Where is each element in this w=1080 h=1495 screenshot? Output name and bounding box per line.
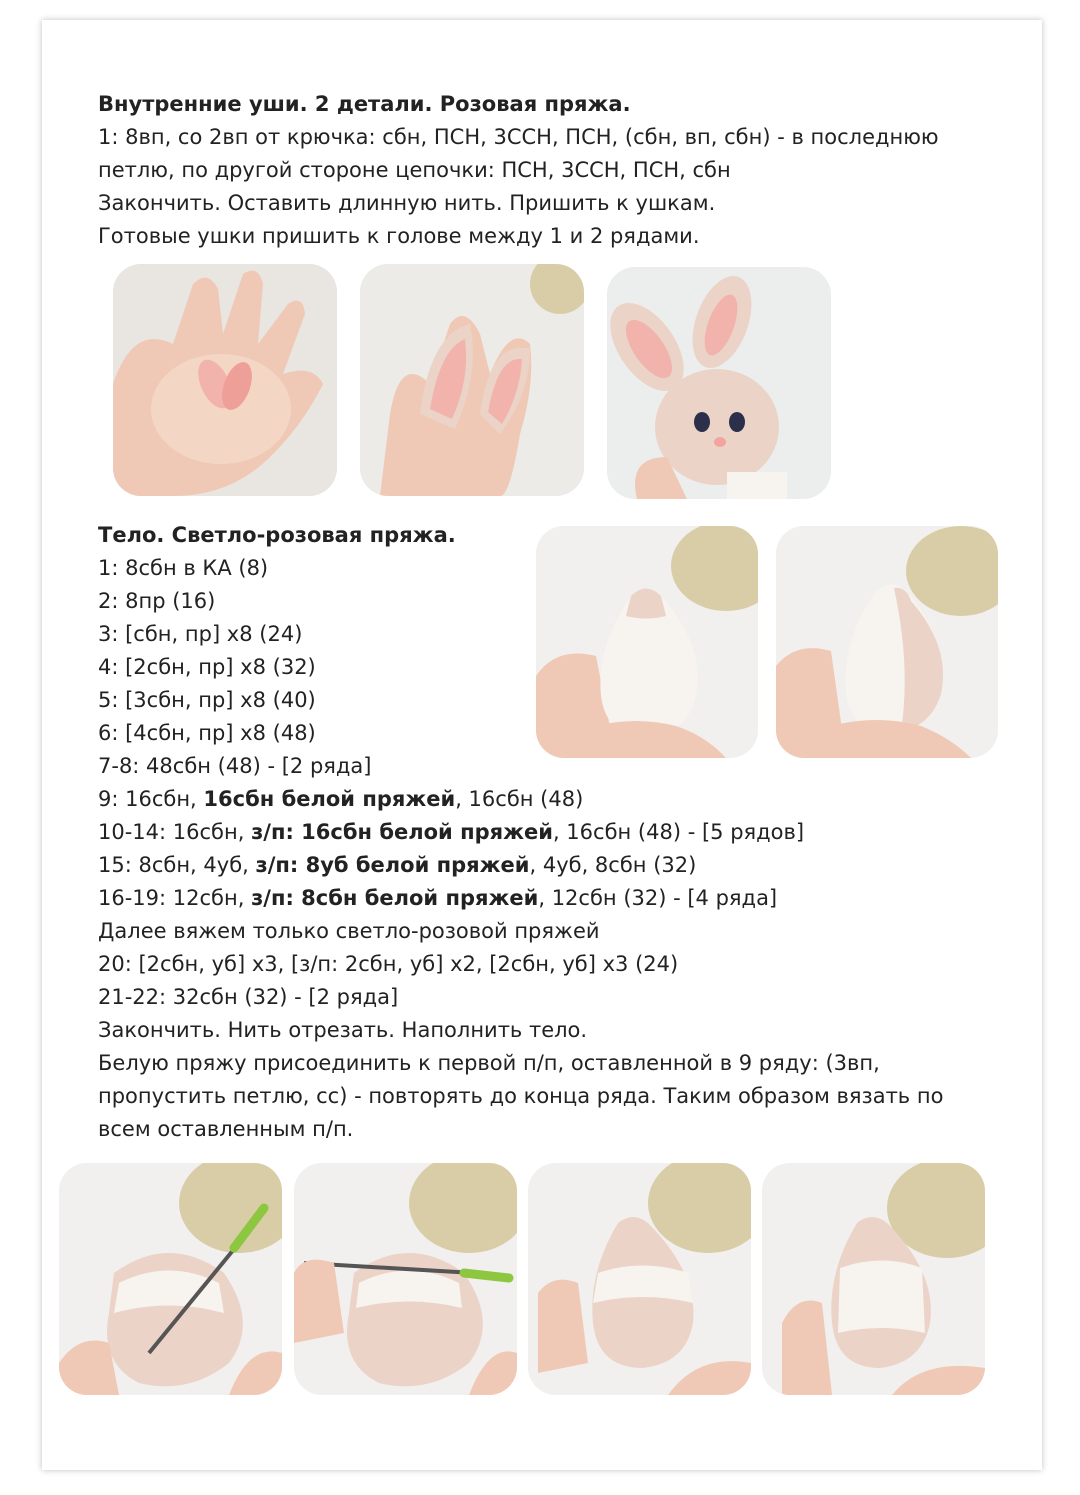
ears-line-3: Закончить. Оставить длинную нить. Пришить к ушкам. [98,191,716,215]
photo-ears-assembled [360,264,584,496]
body-row-15: 15: 8сбн, 4уб, з/п: 8уб белой пряжей, 4уб, 8сбн (32) [98,853,697,877]
body-join-1: Белую пряжу присоединить к первой п/п, оставленной в 9 ряду: (3вп, [98,1051,880,1075]
photo-inner-ears-palm [113,264,337,496]
ears-line-4: Готовые ушки пришить к голове между 1 и 2 рядами. [98,224,700,248]
body-row-21-22: 21-22: 32сбн (32) - [2 ряда] [98,985,399,1009]
body-row-1: 1: 8сбн в КА (8) [98,556,269,580]
photo-body-front [536,526,758,758]
body-row-20: 20: [2сбн, уб] х3, [з/п: 2сбн, уб] х2, [2сбн, уб] х3 (24) [98,952,679,976]
body-row-5: 5: [3сбн, пр] х8 (40) [98,688,316,712]
ears-line-1: 1: 8вп, со 2вп от крючка: сбн, ПСН, 3ССН, ПСН, (сбн, вп, сбн) - в последнюю [98,125,939,149]
photo-body-side [776,526,998,758]
ears-line-2: петлю, по другой стороне цепочки: ПСН, 3ССН, ПСН, сбн [98,158,731,182]
body-join-2: пропустить петлю, сс) - повторять до конца ряда. Таким образом вязать по [98,1084,944,1108]
body-title: Тело. Светло-розовая пряжа. [98,523,456,547]
ears-section [98,88,939,253]
body-row-7-8: 7-8: 48сбн (48) - [2 ряда] [98,754,372,778]
photo-step-finished-ruffles [762,1163,985,1395]
body-row-3: 3: [сбн, пр] х8 (24) [98,622,303,646]
photo-bunny-head [607,267,831,499]
body-row-9: 9: 16сбн, 16сбн белой пряжей, 16сбн (48) [98,787,584,811]
body-row-4: 4: [2сбн, пр] х8 (32) [98,655,316,679]
body-row-16-19: 16-19: 12сбн, з/п: 8сбн белой пряжей, 12сбн (32) - [4 ряда] [98,886,778,910]
body-join-3: всем оставленным п/п. [98,1117,354,1141]
body-note: Далее вяжем только светло-розовой пряжей [98,919,600,943]
photo-step-chains [528,1163,751,1395]
photo-step-hook-2 [294,1163,517,1395]
body-row-10-14: 10-14: 16сбн, з/п: 16сбн белой пряжей, 16сбн (48) - [5 рядов] [98,820,805,844]
body-row-2: 2: 8пр (16) [98,589,216,613]
photo-step-hook-1 [59,1163,282,1395]
ears-title: Внутренние уши. 2 детали. Розовая пряжа. [98,92,631,116]
body-row-6: 6: [4сбн, пр] х8 (48) [98,721,316,745]
body-finish: Закончить. Нить отрезать. Наполнить тело. [98,1018,588,1042]
